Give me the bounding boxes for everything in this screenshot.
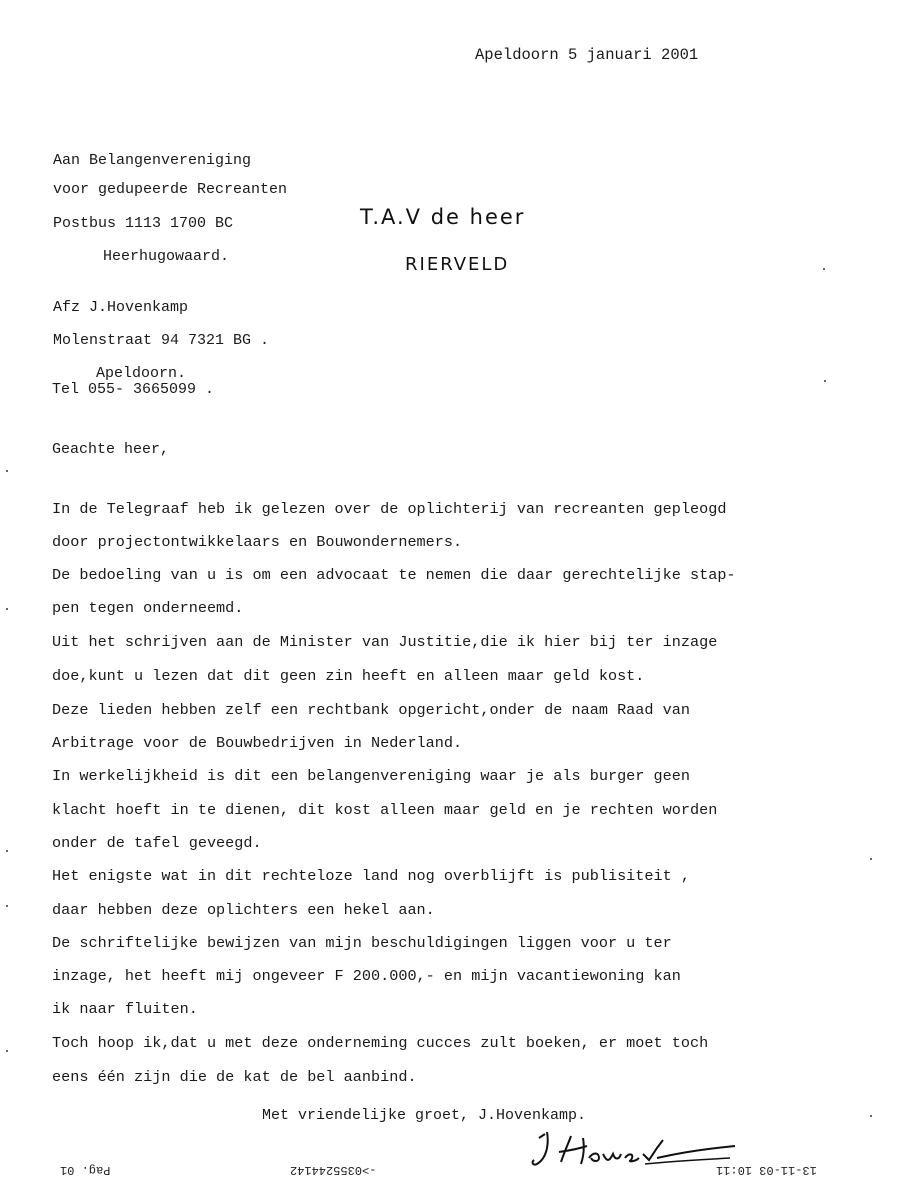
body-line: eens één zijn die de kat de bel aanbind.	[52, 1068, 417, 1086]
body-line: onder de tafel geveegd.	[52, 834, 262, 852]
sender-line-2: Molenstraat 94 7321 BG .	[53, 332, 270, 349]
scan-speck	[6, 470, 8, 472]
sender-line-4: Tel 055- 3665099 .	[52, 381, 215, 398]
sender-line-1: Afz J.Hovenkamp	[53, 299, 189, 316]
body-line: door projectontwikkelaars en Bouwondernemers.	[52, 533, 463, 551]
fax-phone-number: ->0355244142	[290, 1163, 377, 1177]
body-line: Toch hoop ik,dat u met deze onderneming cucces zult boeken, er moet toch	[52, 1034, 709, 1052]
date-line: Apeldoorn 5 januari 2001	[475, 46, 699, 64]
recipient-line-3: Postbus 1113 1700 BC	[53, 215, 234, 232]
body-line: daar hebben deze oplichters een hekel aan.	[52, 901, 435, 919]
fax-datetime: 13-11-03 10:11	[716, 1163, 817, 1177]
body-line: Arbitrage voor de Bouwbedrijven in Nederland.	[52, 734, 463, 752]
closing-line: Met vriendelijke groet, J.Hovenkamp.	[262, 1107, 587, 1124]
body-line: pen tegen onderneemd.	[52, 599, 244, 617]
fax-page-number: Pag. 01	[60, 1163, 111, 1177]
body-line: inzage, het heeft mij ongeveer F 200.000,- en mijn vacantiewoning kan	[52, 967, 681, 985]
recipient-line-4: Heerhugowaard.	[103, 248, 230, 265]
scan-speck	[824, 380, 826, 382]
body-line: klacht hoeft in te dienen, dit kost alleen maar geld en je rechten worden	[52, 801, 718, 819]
sender-line-3: Apeldoorn.	[96, 365, 187, 382]
body-line: ik naar fluiten.	[52, 1000, 198, 1018]
body-line: In werkelijkheid is dit een belangenvereniging waar je als burger geen	[52, 767, 690, 785]
recipient-line-2: voor gedupeerde Recreanten	[53, 181, 288, 198]
scan-speck	[870, 1115, 872, 1117]
scan-speck	[6, 905, 8, 907]
recipient-line-1: Aan Belangenvereniging	[53, 152, 252, 169]
signature-icon	[525, 1128, 745, 1173]
handwritten-attention-line-2: RIERVELD	[405, 254, 510, 275]
body-line: Het enigste wat in dit rechteloze land nog overblijft is publisiteit ,	[52, 867, 690, 885]
body-line: Uit het schrijven aan de Minister van Justitie,die ik hier bij ter inzage	[52, 633, 718, 651]
body-line: De bedoeling van u is om een advocaat te nemen die daar gerechtelijke stap-	[52, 566, 736, 584]
scan-speck	[823, 268, 825, 270]
salutation: Geachte heer,	[52, 441, 170, 458]
scan-speck	[6, 608, 8, 610]
scan-speck	[6, 850, 8, 852]
scan-speck	[6, 1050, 8, 1052]
scan-speck	[870, 858, 872, 860]
handwritten-attention-line-1: T.A.V de heer	[360, 205, 526, 229]
body-line: Deze lieden hebben zelf een rechtbank opgericht,onder de naam Raad van	[52, 701, 690, 719]
body-line: doe,kunt u lezen dat dit geen zin heeft en alleen maar geld kost.	[52, 667, 645, 685]
body-line: De schriftelijke bewijzen van mijn beschuldigingen liggen voor u ter	[52, 934, 672, 952]
body-line: In de Telegraaf heb ik gelezen over de oplichterij van recreanten gepleogd	[52, 500, 727, 518]
